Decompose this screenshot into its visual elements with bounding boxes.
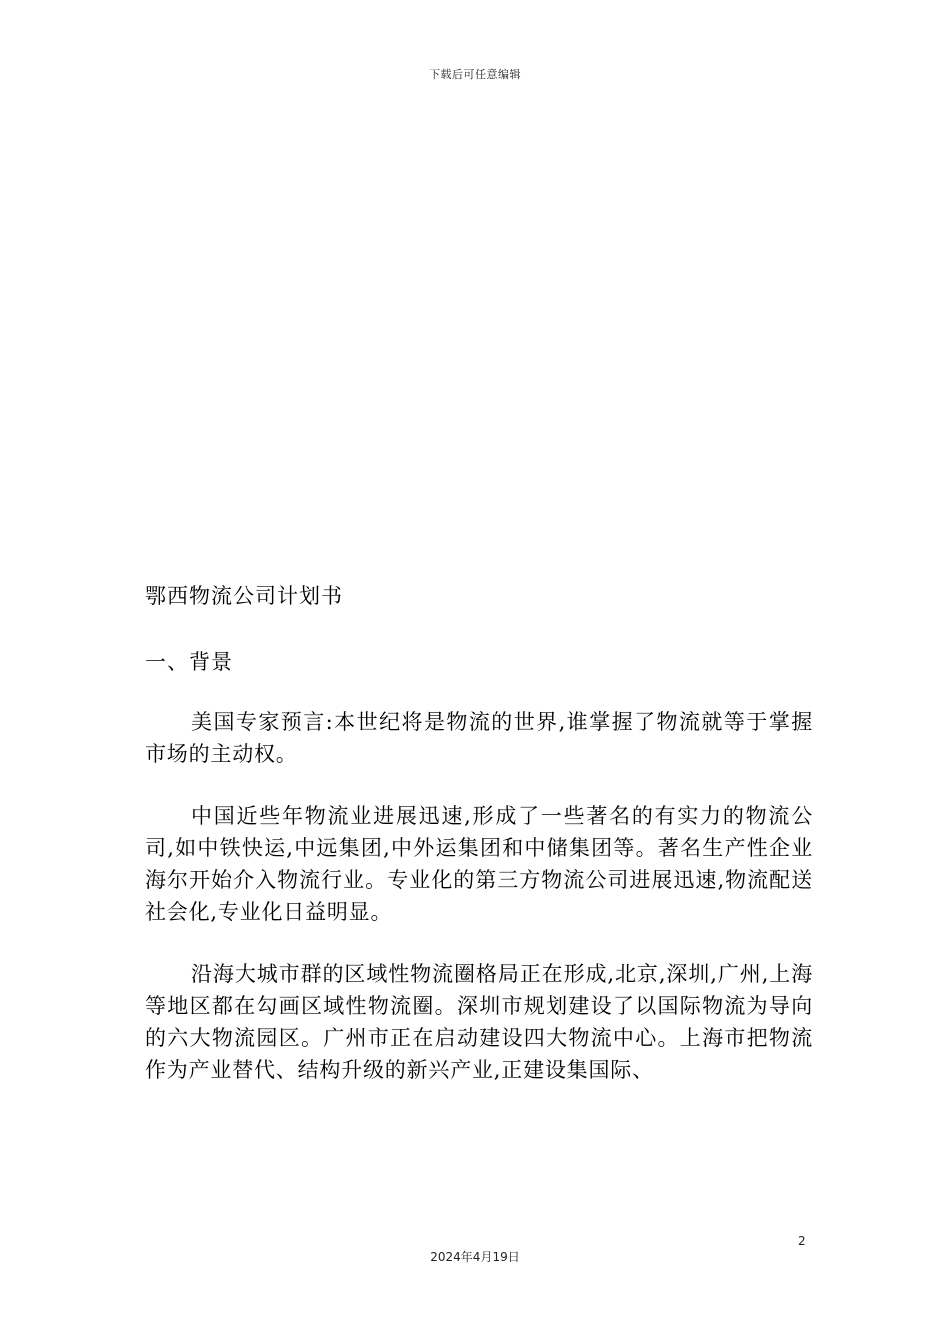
section-heading: 一、背景	[145, 650, 233, 674]
header-note: 下载后可任意编辑	[429, 68, 521, 81]
paragraph: 中国近些年物流业进展迅速,形成了一些著名的有实力的物流公司,如中铁快运,中远集团,中外运集团和中储集团等。著名生产性企业海尔开始介入物流行业。专业化的第三方物流公司进展迅速,物流配送社会化,专业化日益明显。	[145, 804, 813, 924]
document-title: 鄂西物流公司计划书	[145, 584, 343, 608]
document-body	[145, 580, 813, 1116]
footer-date: 2024年4月19日	[430, 1250, 520, 1264]
paragraph: 沿海大城市群的区域性物流圈格局正在形成,北京,深圳,广州,上海等地区都在勾画区域性物流圈。深圳市规划建设了以国际物流为导向的六大物流园区。广州市正在启动建设四大物流中心。上海市把物流作为产业替代、结构升级的新兴产业,正建设集国际、	[145, 962, 813, 1082]
paragraph: 美国专家预言:本世纪将是物流的世界,谁掌握了物流就等于掌握市场的主动权。	[145, 710, 813, 766]
page-number: 2	[798, 1234, 806, 1248]
